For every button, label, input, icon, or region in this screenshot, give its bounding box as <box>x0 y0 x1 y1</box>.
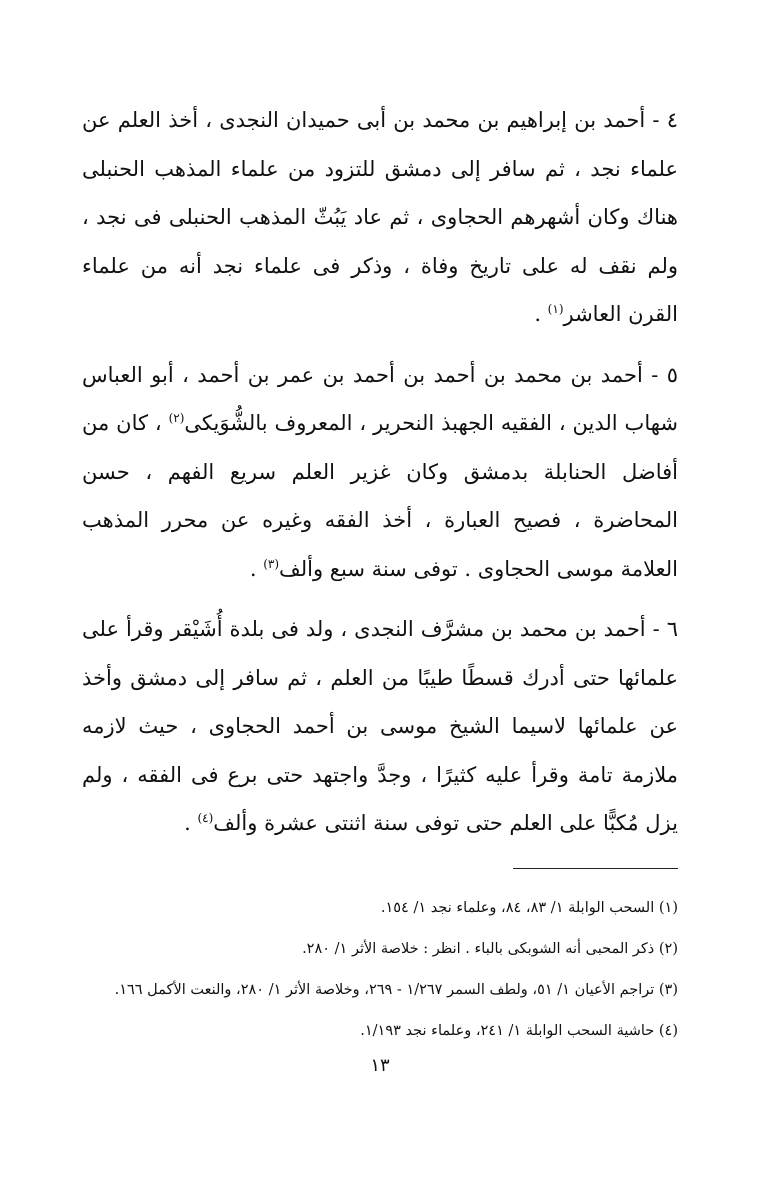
entry-text-continued: ، كان من أفاضل الحنابلة بدمشق وكان غزير العلم سريع الفهم ، حسن المحاضرة ، فصيح العبارة ، أخذ الفقه وغيره عن محرر المذهب العلامة موسى الحجاوى . توفى سنة سبع وألف <box>82 411 678 581</box>
footnote-1: (١) السحب الوابلة ١/ ٨٣، ٨٤، وعلماء نجد ١/ ١٥٤. <box>380 899 678 916</box>
page-number: ١٣ <box>370 1055 390 1076</box>
footnote-2: (٢) ذكر المحبى أنه الشوبكى بالباء . انظر : خلاصة الأثر ١/ ٢٨٠. <box>302 940 678 957</box>
footnote-4: (٤) حاشية السحب الوابلة ١/ ٢٤١، وعلماء نجد ١/١٩٣. <box>360 1022 678 1039</box>
entry-text: ٥ - أحمد بن محمد بن أحمد بن أحمد بن عمر بن أحمد ، أبو العباس شهاب الدين ، الفقيه الجهبذ النحرير ، المعروف بالشُّوَيكى <box>82 362 678 435</box>
biography-entry-5 <box>82 351 678 594</box>
biography-entry-6 <box>82 605 678 848</box>
footnotes <box>82 893 678 1047</box>
footnote-ref[interactable]: (١) <box>547 302 564 316</box>
footnote-ref[interactable]: (٤) <box>197 811 214 825</box>
biography-entry-4 <box>82 96 678 339</box>
entry-end: . <box>534 302 548 326</box>
footnote-3: (٣) تراجم الأعيان ١/ ٥١، ولطف السمر ١/٢٦٧ - ٢٦٩، وخلاصة الأثر ١/ ٢٨٠، والنعت الأكمل ١٦٦. <box>114 981 678 998</box>
footnote-separator <box>513 868 678 869</box>
entry-end: . <box>249 556 264 581</box>
entry-text: ٤ - أحمد بن إبراهيم بن محمد بن أبى حميدان النجدى ، أخذ العلم عن علماء نجد ، ثم سافر إلى دمشق للتزود من علماء المذهب الحنبلى هناك وكان أشهرهم الحجاوى ، ثم عاد يَبُثّ المذهب الحنبلى فى نجد ، ولم نقف له على تاريخ وفاة ، وذكر فى علماء نجد أنه من علماء القرن العاشر <box>82 108 678 326</box>
entry-text: ٦ - أحمد بن محمد بن مشرَّف النجدى ، ولد فى بلدة أُشَيْقر وقرأ على علمائها حتى أدرك قسطًا طيبًا من العلم ، ثم سافر إلى دمشق وأخذ عن علمائها لاسيما الشيخ موسى بن أحمد الحجاوى ، حيث لازمه ملازمة تامة وقرأ عليه كثيرًا ، وجدَّ واجتهد حتى برع فى الفقه ، ولم يزل مُكبًّا على العلم حتى توفى سنة اثنتى عشرة وألف <box>82 617 678 835</box>
footnote-ref[interactable]: (٢) <box>168 411 185 425</box>
footnote-ref[interactable]: (٣) <box>263 556 280 571</box>
entry-end: . <box>184 811 198 835</box>
